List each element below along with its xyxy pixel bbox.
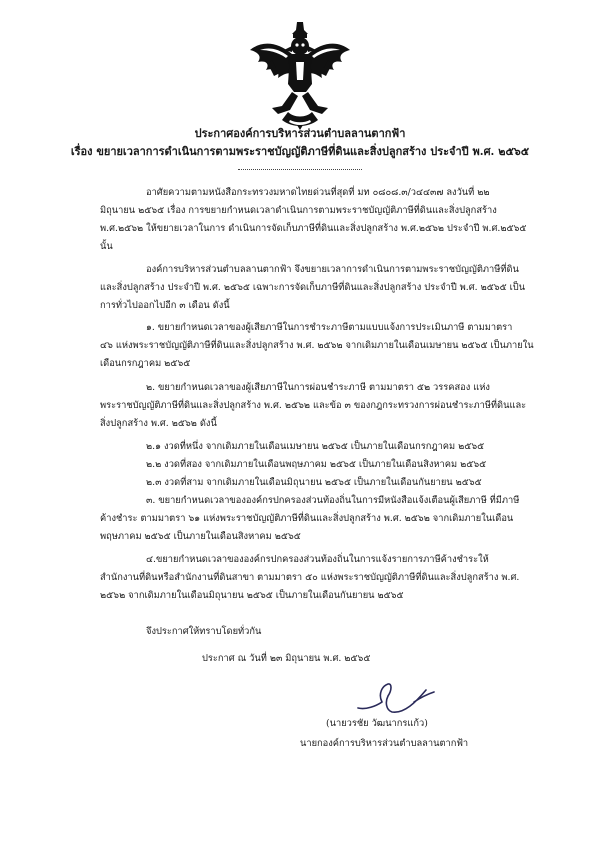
item-3-line: ๓. ขยายกำหนดเวลาขององค์กรปกครองส่วนท้องถิ่นในการมีหนังสือแจ้งเตือนผู้เสียภาษี ที่มีภาษี bbox=[146, 495, 520, 506]
sub-item-line: ๒.๑ งวดที่หนึ่ง จากเดิมภายในเดือนเมษายน ๒๕๖๕ เป็นภายในเดือนกรกฎาคม ๒๕๖๕ bbox=[146, 441, 485, 452]
sub-item-line: ๒.๒ งวดที่สอง จากเดิมภายในเดือนพฤษภาคม ๒๕๖๕ เป็นภายในเดือนสิงหาคม ๒๕๖๕ bbox=[146, 459, 487, 470]
sub-item-line: ๒.๓ งวดที่สาม จากเดิมภายในเดือนมิถุนายน ๒๕๖๕ เป็นภายในเดือนกันยายน ๒๕๖๕ bbox=[146, 477, 482, 488]
signatory-name: (นายวรชัย วัฒนากรแก้ว) bbox=[326, 718, 428, 729]
item-1-line: เดือนกรกฎาคม ๒๕๖๕ bbox=[100, 358, 191, 369]
item-4-line: สำนักงานที่ดินหรือสำนักงานที่ดินสาขา ตามมาตรา ๕๐ แห่งพระราชบัญญัติภาษีที่ดินและสิ่งปลูกสร้าง พ.ศ. bbox=[100, 572, 520, 583]
item-4-line: ๒๕๖๒ จากเดิมภายในเดือนมิถุนายน ๒๕๖๕ เป็นภายในเดือนกันยายน ๒๕๖๕ bbox=[100, 590, 404, 601]
paragraph-1-line: อาศัยความตามหนังสือกระทรวงมหาดไทยด่วนที่สุดที่ มท ๐๘๐๘.๓/ว๔๔๓๗ ลงวันที่ ๒๒ bbox=[146, 187, 490, 198]
item-2-line: ๒. ขยายกำหนดเวลาของผู้เสียภาษีในการผ่อนชำระภาษี ตามมาตรา ๕๒ วรรคสอง แห่ง bbox=[146, 382, 490, 393]
paragraph-2-line: การทั่วไปออกไปอีก ๓ เดือน ดังนี้ bbox=[100, 300, 230, 311]
paragraph-1-line: มิถุนายน ๒๕๖๕ เรื่อง การขยายกำหนดเวลาดำเนินการตามพระราชบัญญัติภาษีที่ดินและสิ่งปลูกสร้าง bbox=[100, 205, 497, 216]
divider bbox=[238, 169, 362, 170]
item-4-line: ๔.ขยายกำหนดเวลาขององค์กรปกครองส่วนท้องถิ่นในการแจ้งรายการภาษีค้างชำระให้ bbox=[146, 554, 489, 565]
paragraph-2-line: องค์การบริหารส่วนตำบลลานตากฟ้า จึงขยายเวลาการดำเนินการตามพระราชบัญญัติภาษีที่ดิน bbox=[146, 264, 519, 275]
signature-icon bbox=[352, 680, 436, 716]
announcement-date: ประกาศ ณ วันที่ ๒๓ มิถุนายน พ.ศ. ๒๕๖๕ bbox=[202, 653, 371, 664]
announcement-subject: เรื่อง ขยายเวลาการดำเนินการตามพระราชบัญญัติภาษีที่ดินและสิ่งปลูกสร้าง ประจำปี พ.ศ. ๒๕๖๕ bbox=[70, 145, 530, 158]
signatory-position: นายกองค์การบริหารส่วนตำบลลานตากฟ้า bbox=[300, 738, 469, 749]
item-2-line: พระราชบัญญัติภาษีที่ดินและสิ่งปลูกสร้าง พ.ศ. ๒๕๖๒ และข้อ ๓ ของกฎกระทรวงการผ่อนชำระภาษีที่ดินและ bbox=[100, 400, 527, 411]
item-1-line: ๑. ขยายกำหนดเวลาของผู้เสียภาษีในการชำระภาษีตามแบบแจ้งการประเมินภาษี ตามมาตรา bbox=[146, 322, 513, 333]
paragraph-1-line: พ.ศ.๒๕๖๒ ให้ขยายเวลาในการ ดำเนินการจัดเก็บภาษีที่ดินและสิ่งปลูกสร้าง พ.ศ.๒๕๖๒ ประจำปี พ.ศ.๒๕๖๕ bbox=[100, 223, 527, 234]
garuda-emblem-icon bbox=[248, 20, 352, 130]
announcement-title: ประกาศองค์การบริหารส่วนตำบลลานตากฟ้า bbox=[194, 127, 406, 140]
item-1-line: ๔๖ แห่งพระราชบัญญัติภาษีที่ดินและสิ่งปลูกสร้าง พ.ศ. ๒๕๖๒ จากเดิมภายในเดือนเมษายน ๒๕๖๕ เป็นภายใน bbox=[100, 340, 534, 351]
item-2-line: สิ่งปลูกสร้าง พ.ศ. ๒๕๖๒ ดังนี้ bbox=[100, 418, 217, 429]
closing-statement: จึงประกาศให้ทราบโดยทั่วกัน bbox=[146, 626, 262, 637]
item-3-line: ค้างชำระ ตามมาตรา ๖๑ แห่งพระราชบัญญัติภาษีที่ดินและสิ่งปลูกสร้าง พ.ศ. ๒๕๖๒ จากเดิมภายในเดือน bbox=[100, 513, 514, 524]
paragraph-2-line: และสิ่งปลูกสร้าง ประจำปี พ.ศ. ๒๕๖๕ เฉพาะการจัดเก็บภาษีที่ดินและสิ่งปลูกสร้าง ประจำปี พ.ศ. ๒๕๖๕ เป็น bbox=[100, 282, 526, 293]
item-3-line: พฤษภาคม ๒๕๖๕ เป็นภายในเดือนสิงหาคม ๒๕๖๕ bbox=[100, 531, 301, 542]
paragraph-1-line: นั้น bbox=[100, 241, 113, 252]
